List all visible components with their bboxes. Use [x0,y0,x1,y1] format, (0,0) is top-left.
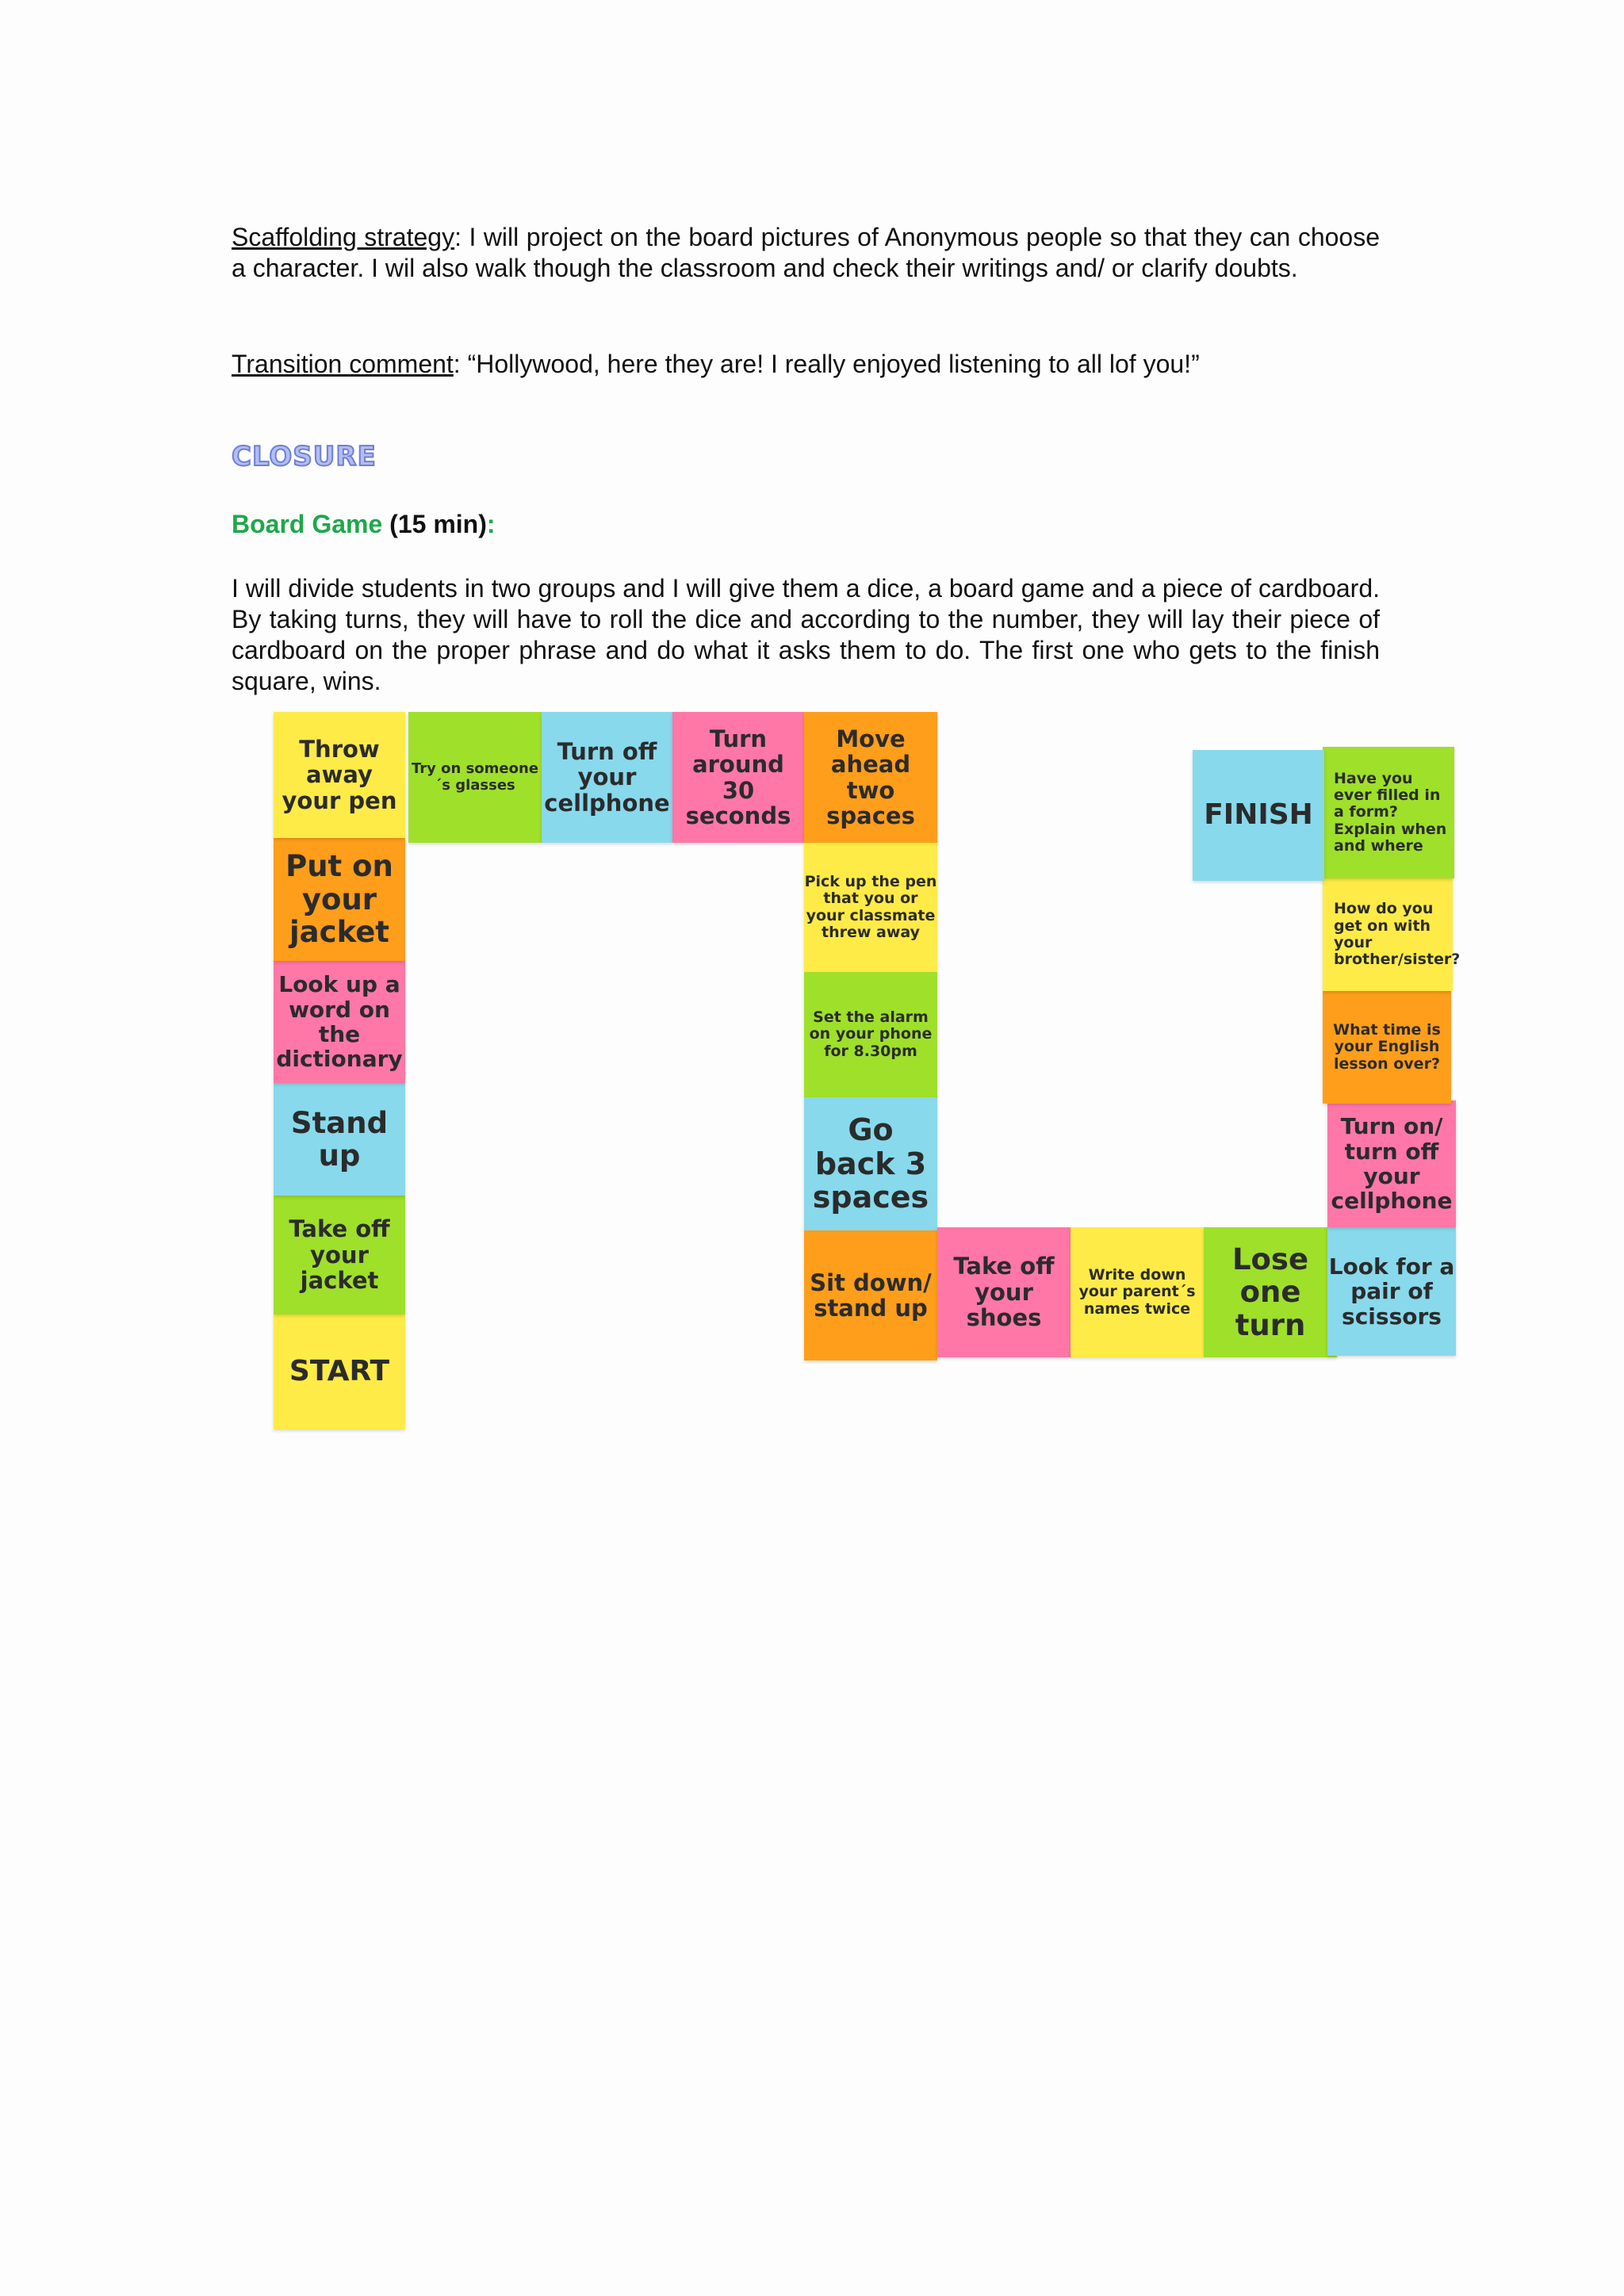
board-square-set-alarm: Set the alarm on your phone for 8.30pm [804,972,937,1097]
board-square-go-back: Go back 3 spaces [804,1097,937,1230]
scaffolding-label: Scaffolding strategy [232,223,455,251]
board-square-try-on-glasses: Try on someone´s glasses [408,712,542,843]
transition-paragraph [232,349,1380,380]
board-square-turn-off-cellphone: Turn off your cellphone [542,712,672,843]
activity-title: Board Game [232,510,383,538]
board-square-lose-turn: Lose one turn [1204,1227,1337,1357]
board-square-finish: FINISH [1193,750,1324,881]
board-square-start: START [274,1314,405,1429]
board-square-sit-down: Sit down/ stand up [804,1230,937,1360]
scaffolding-paragraph [232,222,1380,284]
transition-label: Transition comment [232,350,454,378]
board-square-turn-on-off-cellphone: Turn on/ turn off your cellphone [1327,1100,1456,1227]
activity-colon: : [486,510,496,538]
transition-text: : “Hollywood, here they are! I really enjoyed listening to all lof you!” [453,350,1200,378]
board-square-look-up-word: Look up a word on the dictionary [274,961,405,1083]
closure-heading: CLOSURE [232,441,377,473]
board-square-english-lesson: What time is your English lesson over? [1323,991,1451,1104]
board-square-stand-up: Stand up [274,1083,405,1196]
board-square-move-ahead: Move ahead two spaces [804,712,937,843]
activity-duration: (15 min) [389,510,487,538]
board-square-write-down-names: Write down your parent´s names twice [1071,1227,1204,1357]
board-square-brother-sister: How do you get on with your brother/sister? [1323,878,1453,991]
board-square-filled-form: Have you ever filled in a form? Explain when and where [1323,747,1454,878]
board-square-put-on-jacket: Put on your jacket [274,838,405,961]
activity-description: I will divide students in two groups and I will give them a dice, a board game and a piece of cardboard. By taking turns, they will have to roll the dice and according to the number, they will lay their piece of cardboard on the proper phrase and do what it asks them to do. The first one who gets to the finish square, wins. [232,574,1380,695]
board-square-look-for-scissors: Look for a pair of scissors [1327,1227,1456,1356]
board-square-take-off-shoes: Take off your shoes [937,1227,1071,1357]
board-square-turn-around: Turn around 30 seconds [672,712,804,843]
activity-title-line [232,510,496,539]
scaffolding-text: : I will project on the board pictures of Anonymous people so that they can choose a character. I wil also walk though the classroom and check their writings and/ or clarify doubts. [232,223,1380,282]
board-square-pick-up-pen: Pick up the pen that you or your classmate threw away [804,843,937,972]
board-square-throw-away-pen: Throw away your pen [274,712,405,838]
board-square-take-off-jacket: Take off your jacket [274,1196,405,1314]
